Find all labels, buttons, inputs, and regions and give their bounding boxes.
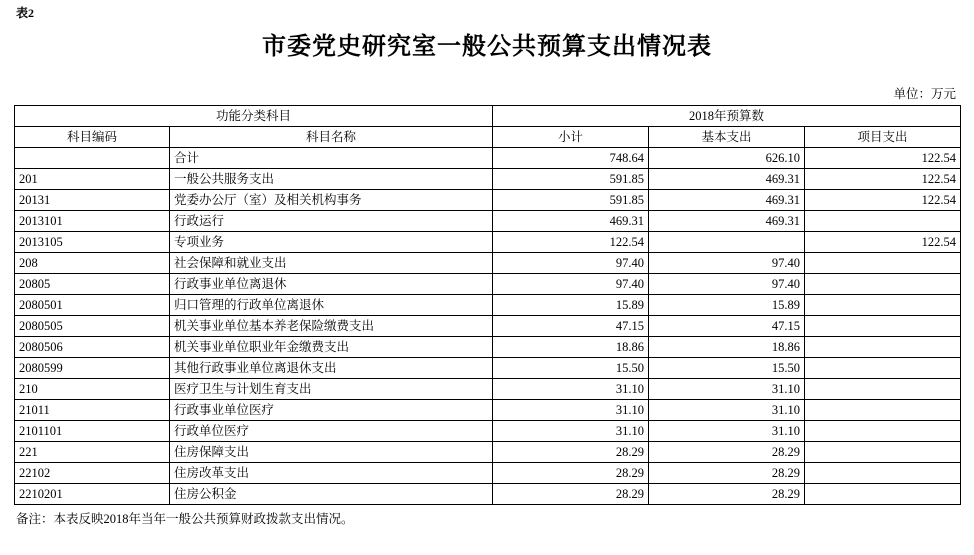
- footnote: 备注：本表反映2018年当年一般公共预算财政拨款支出情况。: [16, 512, 354, 526]
- table-header: [15, 106, 961, 148]
- cell-basic: 31.10: [649, 400, 805, 421]
- table-row: [15, 316, 961, 337]
- cell-code: 221: [15, 442, 170, 463]
- cell-name: 行政单位医疗: [170, 421, 493, 442]
- cell-project: [805, 337, 961, 358]
- cell-basic: 97.40: [649, 253, 805, 274]
- cell-name: 行政运行: [170, 211, 493, 232]
- column-header-code: 科目编码: [15, 127, 170, 148]
- cell-subtotal: 591.85: [493, 169, 649, 190]
- cell-basic: 469.31: [649, 169, 805, 190]
- cell-subtotal: 748.64: [493, 148, 649, 169]
- cell-code: 208: [15, 253, 170, 274]
- table-tag: 表2: [16, 6, 35, 20]
- cell-project: [805, 274, 961, 295]
- cell-name: 党委办公厅（室）及相关机构事务: [170, 190, 493, 211]
- cell-subtotal: 122.54: [493, 232, 649, 253]
- cell-project: [805, 379, 961, 400]
- cell-subtotal: 31.10: [493, 379, 649, 400]
- cell-basic: 469.31: [649, 190, 805, 211]
- cell-name: 机关事业单位基本养老保险缴费支出: [170, 316, 493, 337]
- group-header-budget-year: 2018年预算数: [493, 106, 961, 127]
- cell-project: [805, 400, 961, 421]
- cell-name: 机关事业单位职业年金缴费支出: [170, 337, 493, 358]
- table-row: [15, 274, 961, 295]
- table-body: [15, 148, 961, 505]
- budget-table: [14, 105, 961, 505]
- cell-project: [805, 484, 961, 505]
- cell-subtotal: 591.85: [493, 190, 649, 211]
- table-row: [15, 400, 961, 421]
- cell-name: 其他行政事业单位离退休支出: [170, 358, 493, 379]
- cell-name: 专项业务: [170, 232, 493, 253]
- column-header-basic: 基本支出: [649, 127, 805, 148]
- cell-subtotal: 28.29: [493, 463, 649, 484]
- cell-project: 122.54: [805, 169, 961, 190]
- table-row: [15, 358, 961, 379]
- cell-basic: 97.40: [649, 274, 805, 295]
- cell-basic: 31.10: [649, 421, 805, 442]
- cell-subtotal: 28.29: [493, 484, 649, 505]
- cell-code: 2080505: [15, 316, 170, 337]
- table-column-header-row: [15, 127, 961, 148]
- cell-code: 2210201: [15, 484, 170, 505]
- table-row: [15, 232, 961, 253]
- cell-code: 2080506: [15, 337, 170, 358]
- cell-name: 归口管理的行政单位离退休: [170, 295, 493, 316]
- cell-subtotal: 97.40: [493, 274, 649, 295]
- table-group-header-row: [15, 106, 961, 127]
- cell-subtotal: 469.31: [493, 211, 649, 232]
- cell-code: 2080501: [15, 295, 170, 316]
- cell-name: 行政事业单位离退休: [170, 274, 493, 295]
- cell-project: [805, 358, 961, 379]
- table-row: [15, 148, 961, 169]
- table-row: [15, 484, 961, 505]
- unit-note: 单位：万元: [893, 87, 956, 101]
- cell-project: 122.54: [805, 190, 961, 211]
- cell-project: [805, 316, 961, 337]
- table-row: [15, 463, 961, 484]
- cell-project: [805, 295, 961, 316]
- cell-code: 2101101: [15, 421, 170, 442]
- cell-basic: 31.10: [649, 379, 805, 400]
- cell-code: 201: [15, 169, 170, 190]
- cell-basic: 47.15: [649, 316, 805, 337]
- table-row: [15, 169, 961, 190]
- cell-project: [805, 253, 961, 274]
- cell-name: 医疗卫生与计划生育支出: [170, 379, 493, 400]
- cell-basic: 18.86: [649, 337, 805, 358]
- cell-project: [805, 421, 961, 442]
- column-header-subtotal: 小计: [493, 127, 649, 148]
- cell-subtotal: 15.50: [493, 358, 649, 379]
- cell-basic: 28.29: [649, 463, 805, 484]
- table-row: [15, 253, 961, 274]
- cell-code: [15, 148, 170, 169]
- table-row: [15, 421, 961, 442]
- column-header-project: 项目支出: [805, 127, 961, 148]
- cell-code: 2013105: [15, 232, 170, 253]
- cell-basic: 28.29: [649, 442, 805, 463]
- cell-basic: 469.31: [649, 211, 805, 232]
- cell-subtotal: 15.89: [493, 295, 649, 316]
- cell-basic: [649, 232, 805, 253]
- table-row: [15, 295, 961, 316]
- table-row: [15, 190, 961, 211]
- table-row: [15, 337, 961, 358]
- cell-subtotal: 31.10: [493, 400, 649, 421]
- cell-basic: 626.10: [649, 148, 805, 169]
- cell-subtotal: 31.10: [493, 421, 649, 442]
- cell-name: 合计: [170, 148, 493, 169]
- page-title: 市委党史研究室一般公共预算支出情况表: [262, 34, 712, 60]
- cell-name: 住房改革支出: [170, 463, 493, 484]
- column-header-name: 科目名称: [170, 127, 493, 148]
- cell-basic: 28.29: [649, 484, 805, 505]
- cell-code: 21011: [15, 400, 170, 421]
- cell-subtotal: 47.15: [493, 316, 649, 337]
- cell-project: [805, 442, 961, 463]
- cell-code: 22102: [15, 463, 170, 484]
- cell-code: 210: [15, 379, 170, 400]
- cell-project: [805, 463, 961, 484]
- group-header-classification: 功能分类科目: [15, 106, 493, 127]
- cell-name: 社会保障和就业支出: [170, 253, 493, 274]
- table-row: [15, 442, 961, 463]
- cell-name: 行政事业单位医疗: [170, 400, 493, 421]
- cell-project: 122.54: [805, 148, 961, 169]
- cell-code: 20805: [15, 274, 170, 295]
- cell-code: 2080599: [15, 358, 170, 379]
- cell-basic: 15.89: [649, 295, 805, 316]
- cell-name: 住房保障支出: [170, 442, 493, 463]
- cell-code: 20131: [15, 190, 170, 211]
- cell-subtotal: 18.86: [493, 337, 649, 358]
- cell-project: 122.54: [805, 232, 961, 253]
- cell-subtotal: 97.40: [493, 253, 649, 274]
- cell-subtotal: 28.29: [493, 442, 649, 463]
- table-row: [15, 379, 961, 400]
- cell-name: 一般公共服务支出: [170, 169, 493, 190]
- cell-basic: 15.50: [649, 358, 805, 379]
- cell-project: [805, 211, 961, 232]
- table-row: [15, 211, 961, 232]
- cell-name: 住房公积金: [170, 484, 493, 505]
- cell-code: 2013101: [15, 211, 170, 232]
